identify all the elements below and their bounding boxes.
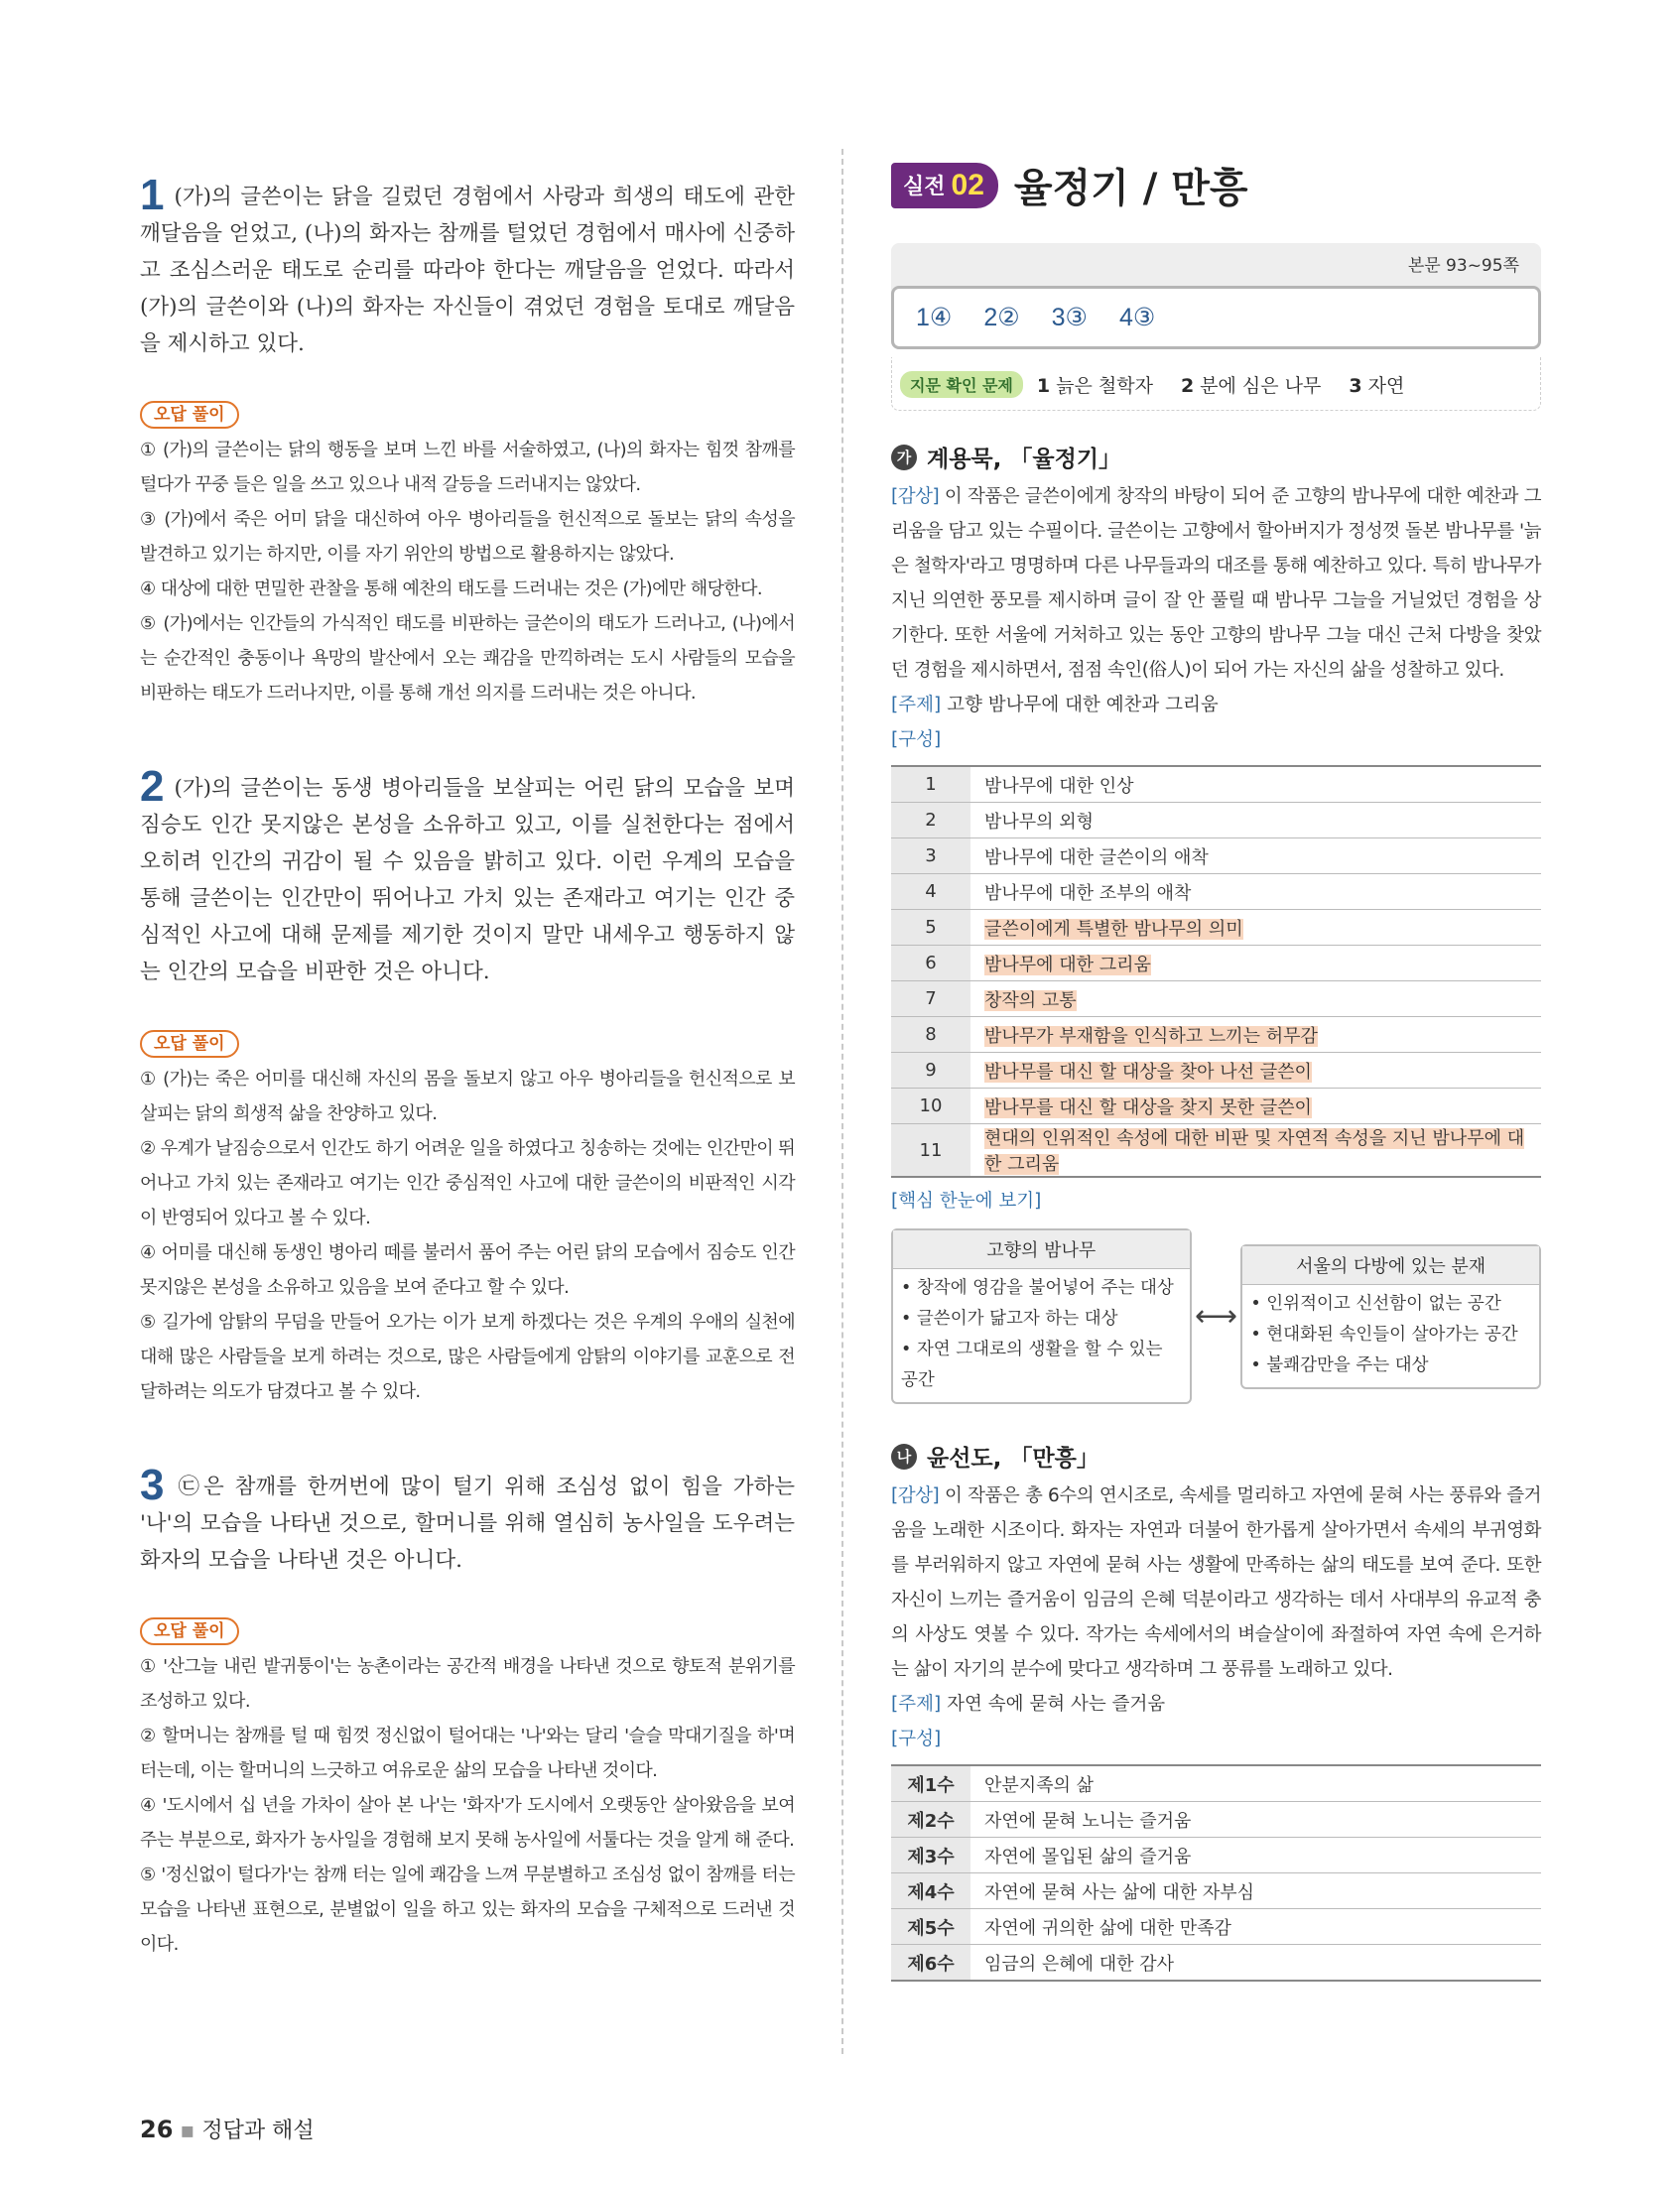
structure-key: 1 <box>891 766 970 803</box>
answer-item: 1④ <box>916 304 953 331</box>
structure-value: 밤나무를 대신 할 대상을 찾지 못한 글쓴이 <box>970 1089 1541 1124</box>
question-number: 3 <box>140 1460 165 1509</box>
structure-value: 밤나무가 부재함을 인식하고 느끼는 허무감 <box>970 1017 1541 1053</box>
structure-key: 제1수 <box>891 1765 970 1802</box>
structure-value: 자연에 묻혀 사는 삶에 대한 자부심 <box>970 1873 1541 1909</box>
structure-key: 10 <box>891 1089 970 1124</box>
answer-item: 2② <box>983 304 1020 331</box>
answer-panel <box>891 243 1541 349</box>
table-row <box>891 766 1541 803</box>
question-text: (가)의 글쓴이는 닭을 길렀던 경험에서 사랑과 희생의 태도에 관한 깨달음을 얻었고, (나)의 화자는 참깨를 털었던 경험에서 매사에 신중하고 조심스러운 태도로 순리를 따라야 한다는 깨달음을 얻었다. 따라서 (가)의 글쓴이와 (나)의 화자는 자신들이 겪었던 경험을 토대로 깨달음을 제시하고 있다. <box>140 184 795 356</box>
explanation: ④ '도시에서 십 년을 가차이 살아 본 나'는 '화자'가 도시에서 오랫동안 살아왔음을 보여 주는 부분으로, 화자가 농사일을 경험해 보지 못해 농사일에 서툴다는 것을 알게 해 준다. <box>140 1795 795 1851</box>
table-row <box>891 1838 1541 1873</box>
passage-check-tag: 지문 확인 문제 <box>900 371 1023 398</box>
explanation: ⑤ (가)에서는 인간들의 가식적인 태도를 비판하는 글쓴이의 태도가 드러나고, (나)에서는 순간적인 충동이나 욕망의 발산에서 오는 쾌감을 만끽하려는 도시 사람들의 모습을 비판하는 태도가 드러나지만, 이를 통해 개선 의지를 드러내는 것은 아니다. <box>140 613 795 704</box>
structure-key: 2 <box>891 803 970 838</box>
structure-value: 밤나무에 대한 조부의 애착 <box>970 874 1541 910</box>
question-number: 2 <box>140 762 165 811</box>
page-footer: 26 ▪ 정답과 해설 <box>140 2116 315 2143</box>
explanation: ④ 어미를 대신해 동생인 병아리 떼를 불러서 품어 주는 어린 닭의 모습에서 짐승도 인간 못지않은 본성을 소유하고 있음을 보여 준다고 할 수 있다. <box>140 1241 795 1298</box>
table-row <box>891 910 1541 946</box>
work-mark-icon: 가 <box>891 445 917 470</box>
structure-key: 6 <box>891 946 970 981</box>
table-row <box>891 1124 1541 1178</box>
explanation: ① '산그늘 내린 밭귀퉁이'는 농촌이라는 공간적 배경을 나타낸 것으로 향토적 분위기를 조성하고 있다. <box>140 1656 795 1712</box>
work-title-1: 가 계용묵, 「율정기」 <box>891 441 1541 473</box>
structure-key: 5 <box>891 910 970 946</box>
question-2 <box>140 762 795 1409</box>
table-row <box>891 1873 1541 1909</box>
explanation: ④ 대상에 대한 면밀한 관찰을 통해 예찬의 태도를 드러내는 것은 (가)에만 해당한다. <box>140 579 763 599</box>
structure-key: 4 <box>891 874 970 910</box>
footer-label: 정답과 해설 <box>201 2119 315 2143</box>
answer-key <box>891 286 1541 349</box>
comparison-box-left: 고향의 밤나무 • 창작에 영감을 불어넣어 주는 대상 • 글쓴이가 닮고자 하는 대상 • 자연 그대로의 생활을 할 수 있는 공간 <box>891 1228 1192 1404</box>
table-row <box>891 1765 1541 1802</box>
explanation: ① (가)의 글쓴이는 닭의 행동을 보며 느낀 바를 서술하였고, (나)의 화자는 힘껏 참깨를 털다가 꾸중 들은 일을 쓰고 있으나 내적 갈등을 드러내지는 않았다. <box>140 440 795 495</box>
section-title: 율정기 / 만흥 <box>1013 166 1248 211</box>
structure-value: 자연에 몰입된 삶의 즐거움 <box>970 1838 1541 1873</box>
theme: [주제] 자연 속에 묻혀 사는 즐거움 <box>891 1694 1166 1715</box>
comparison-box-right: 서울의 다방에 있는 분재 • 인위적이고 신선함이 없는 공간 • 현대화된 속인들이 살아가는 공간 • 불쾌감만을 주는 대상 <box>1240 1244 1541 1389</box>
explanation: ⑤ '정신없이 털다가'는 참깨 터는 일에 쾌감을 느껴 무분별하고 조심성 없이 참깨를 터는 모습을 나타낸 표현으로, 분별없이 일을 하고 있는 화자의 모습을 구체적으로 드러낸 것이다. <box>140 1865 795 1955</box>
wrong-answer-badge: 오답 풀이 <box>140 1617 239 1645</box>
table-row <box>891 1802 1541 1838</box>
passage-check: 지문 확인 문제 1 늙은 철학자 2 분에 심은 나무 3 자연 <box>891 357 1541 411</box>
explanation: ① (가)는 죽은 어미를 대신해 자신의 몸을 돌보지 않고 아우 병아리들을 헌신적으로 보살피는 닭의 희생적 삶을 찬양하고 있다. <box>140 1068 795 1124</box>
structure-key: 제5수 <box>891 1909 970 1945</box>
structure-value: 밤나무에 대한 그리움 <box>970 946 1541 981</box>
core-label: [핵심 한눈에 보기] <box>891 1191 1042 1212</box>
structure-key: 제2수 <box>891 1802 970 1838</box>
structure-value: 밤나무에 대한 인상 <box>970 766 1541 803</box>
question-1 <box>140 170 795 711</box>
structure-value: 창작의 고통 <box>970 981 1541 1017</box>
table-row <box>891 874 1541 910</box>
structure-key: 7 <box>891 981 970 1017</box>
table-row <box>891 1053 1541 1089</box>
structure-value: 자연에 귀의한 삶에 대한 만족감 <box>970 1909 1541 1945</box>
work-mark-icon: 나 <box>891 1444 917 1470</box>
structure-table-2 <box>891 1764 1541 1982</box>
structure-value: 밤나무의 외형 <box>970 803 1541 838</box>
structure-label: [구성] <box>891 1729 942 1749</box>
wrong-answer-badge: 오답 풀이 <box>140 401 239 429</box>
table-row <box>891 1945 1541 1982</box>
table-row <box>891 803 1541 838</box>
question-text: (가)의 글쓴이는 동생 병아리들을 보살피는 어린 닭의 모습을 보며 짐승도 인간 못지않은 본성을 소유하고 있고, 이를 실천한다는 점에서 오히려 인간의 귀감이 될 수 있음을 밝히고 있다. 이런 우계의 모습을 통해 글쓴이는 인간만이 뛰어나고 가치 있는 존재라고 여기는 인간 중심적인 사고에 대해 문제를 제기한 것이지 말만 내세우고 행동하지 않는 인간의 모습을 비판한 것은 아니다. <box>140 776 795 984</box>
work-title-2: 나 윤선도, 「만흥」 <box>891 1440 1541 1473</box>
double-arrow-icon: ⟷ <box>1194 1299 1237 1334</box>
structure-value: 글쓴이에게 특별한 밤나무의 의미 <box>970 910 1541 946</box>
wrong-answer-badge: 오답 풀이 <box>140 1030 239 1058</box>
structure-value: 임금의 은혜에 대한 감사 <box>970 1945 1541 1982</box>
structure-key: 제3수 <box>891 1838 970 1873</box>
structure-value: 자연에 묻혀 노니는 즐거움 <box>970 1802 1541 1838</box>
appreciation: [감상] 이 작품은 총 6수의 연시조로, 속세를 멀리하고 자연에 묻혀 사는 풍류와 즐거움을 노래한 시조이다. 화자는 자연과 더불어 한가롭게 살아가면서 속세의 부귀영화를 부러워하지 않고 자연에 묻혀 사는 생활에 만족하는 삶의 태도를 보여 준다. 또한 자신이 느끼는 즐거움이 임금의 은혜 덕분이라고 생각하는 데서 사대부의 유교적 충의 사상도 엿볼 수 있다. 작가는 속세에서의 벼슬살이에 좌절하여 자연 속에 은거하는 삶이 자기의 분수에 맞다고 생각하며 그 풍류를 노래하고 있다. <box>891 1485 1541 1680</box>
section-header <box>891 157 1541 213</box>
page-number: 26 <box>140 2116 174 2143</box>
structure-key: 제4수 <box>891 1873 970 1909</box>
table-row <box>891 1909 1541 1945</box>
explanation: ⑤ 길가에 암탉의 무덤을 만들어 오가는 이가 보게 하겠다는 것은 우계의 우애의 실천에 대해 많은 사람들을 보게 하려는 것으로, 많은 사람들에게 암탉의 이야기를 교훈으로 전달하려는 의도가 담겼다고 볼 수 있다. <box>140 1311 795 1402</box>
appreciation: [감상] 이 작품은 글쓴이에게 창작의 바탕이 되어 준 고향의 밤나무에 대한 예찬과 그리움을 담고 있는 수필이다. 글쓴이는 고향에서 할아버지가 정성껏 돌본 밤나무를 '늙은 철학자'라고 명명하며 다른 나무들과의 대조를 통해 예찬하고 있다. 특히 밤나무가 지닌 의연한 풍모를 제시하며 글이 잘 안 풀릴 때 밤나무 그늘을 거닐었던 경험을 상기한다. 또한 서울에 거처하고 있는 동안 고향의 밤나무 그늘 대신 근처 다방을 찾았던 경험을 제시하면서, 점점 속인(俗人)이 되어 가는 자신의 삶을 성찰하고 있다. <box>891 486 1541 681</box>
comparison-diagram <box>891 1228 1541 1404</box>
structure-table-1 <box>891 765 1541 1178</box>
page-reference: 본문 93~95쪽 <box>1407 256 1519 276</box>
explanation: ② 할머니는 참깨를 털 때 힘껏 정신없이 털어대는 '나'와는 달리 '슬슬 막대기질을 하'며 터는데, 이는 할머니의 느긋하고 여유로운 삶의 모습을 나타낸 것이다. <box>140 1726 795 1781</box>
explanation: ② 우계가 날짐승으로서 인간도 하기 어려운 일을 하였다고 칭송하는 것에는 인간만이 뛰어나고 가치 있는 존재라고 여기는 인간 중심적인 사고에 대한 글쓴이의 비판적인 시각이 반영되어 있다고 볼 수 있다. <box>140 1137 795 1228</box>
structure-value: 현대의 인위적인 속성에 대한 비판 및 자연적 속성을 지닌 밤나무에 대한 그리움 <box>970 1124 1541 1178</box>
answer-item: 3③ <box>1051 304 1088 331</box>
answer-item: 4③ <box>1118 304 1156 331</box>
column-divider <box>841 149 843 2054</box>
structure-key: 3 <box>891 838 970 874</box>
structure-value: 안분지족의 삶 <box>970 1765 1541 1802</box>
structure-key: 9 <box>891 1053 970 1089</box>
table-row <box>891 981 1541 1017</box>
explanation: ③ (가)에서 죽은 어미 닭을 대신하여 아우 병아리들을 헌신적으로 돌보는 닭의 속성을 발견하고 있기는 하지만, 이를 자기 위안의 방법으로 활용하지는 않았다. <box>140 509 795 565</box>
structure-label: [구성] <box>891 729 942 750</box>
practice-badge: 실전 02 <box>891 163 998 208</box>
question-text: ㉢은 참깨를 한꺼번에 많이 털기 위해 조심성 없이 힘을 가하는 '나'의 모습을 나타낸 것으로, 할머니를 위해 열심히 농사일을 도우려는 화자의 모습을 나타낸 것은 아니다. <box>140 1474 795 1573</box>
theme: [주제] 고향 밤나무에 대한 예찬과 그리움 <box>891 695 1219 715</box>
structure-value: 밤나무를 대신 할 대상을 찾아 나선 글쓴이 <box>970 1053 1541 1089</box>
question-number: 1 <box>140 170 165 219</box>
table-row <box>891 838 1541 874</box>
table-row <box>891 1017 1541 1053</box>
question-3 <box>140 1460 795 1963</box>
table-row <box>891 1089 1541 1124</box>
structure-key: 11 <box>891 1124 970 1178</box>
structure-value: 밤나무에 대한 글쓴이의 애착 <box>970 838 1541 874</box>
right-column <box>891 157 1541 1982</box>
structure-key: 8 <box>891 1017 970 1053</box>
table-row <box>891 946 1541 981</box>
left-column <box>140 157 795 1962</box>
structure-key: 제6수 <box>891 1945 970 1982</box>
